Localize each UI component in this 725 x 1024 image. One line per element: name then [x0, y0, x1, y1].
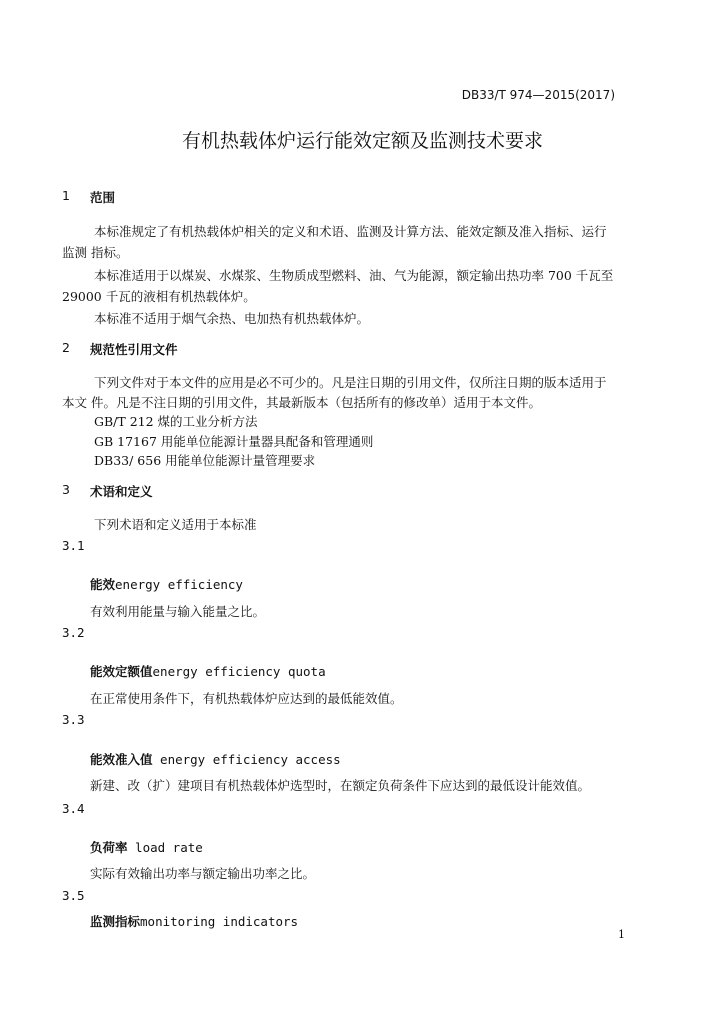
term-number: 3.2 [62, 625, 85, 640]
paragraph-line: 29000 千瓦的液相有机热载体炉。 [62, 289, 256, 304]
paragraph-line: 下列术语和定义适用于本标准 [94, 517, 257, 532]
term-name: 能效 [90, 577, 116, 592]
reference-item: DB33/ 656 用能单位能源计量管理要求 [94, 453, 316, 468]
term-number: 3.1 [62, 538, 85, 553]
term-name: 能效准入值 [90, 752, 153, 767]
term-english: energy efficiency quota [152, 664, 326, 679]
section-title: 术语和定义 [90, 484, 153, 499]
paragraph-line: 本文 件。凡是不注日期的引用文件，其最新版本（包括所有的修改单）适用于本文件。 [62, 395, 541, 410]
reference-item: GB 17167 用能单位能源计量器具配备和管理通则 [94, 434, 374, 449]
term-heading [90, 662, 326, 680]
section-title: 范围 [90, 190, 116, 205]
term-heading [90, 838, 203, 856]
term-english: energy efficiency [115, 577, 243, 592]
reference-item: GB/T 212 煤的工业分析方法 [94, 414, 258, 429]
section-number: 2 [62, 340, 70, 355]
term-heading [90, 575, 243, 593]
term-definition: 在正常使用条件下，有机热载体炉应达到的最低能效值。 [90, 691, 403, 706]
term-heading [90, 750, 341, 768]
document-title: 有机热载体炉运行能效定额及监测技术要求 [181, 130, 543, 152]
standard-number: DB33/T 974—2015(2017) [461, 88, 615, 102]
term-name: 能效定额值 [90, 664, 153, 679]
paragraph-line: 本标准规定了有机热载体炉相关的定义和术语、监测及计算方法、能效定额及准入指标、运行 [94, 224, 607, 239]
term-definition: 有效利用能量与输入能量之比。 [90, 604, 266, 619]
term-name: 负荷率 [90, 840, 128, 855]
page-number: 1 [618, 928, 625, 941]
term-definition: 实际有效输出功率与额定输出功率之比。 [90, 866, 316, 881]
term-number: 3.5 [62, 888, 85, 903]
term-number: 3.4 [62, 801, 85, 816]
term-english: load rate [127, 840, 203, 855]
term-number: 3.3 [62, 712, 85, 727]
term-heading [90, 912, 298, 930]
section-title: 规范性引用文件 [90, 342, 178, 357]
term-english: monitoring indicators [140, 914, 299, 929]
paragraph-line: 下列文件对于本文件的应用是必不可少的。凡是注日期的引用文件，仅所注日期的版本适用于 [94, 375, 607, 390]
section-number: 3 [62, 482, 70, 497]
section-number: 1 [62, 188, 70, 203]
paragraph-line: 监测 指标。 [62, 245, 129, 260]
term-name: 监测指标 [90, 914, 141, 929]
paragraph-line: 本标准不适用于烟气余热、电加热有机热载体炉。 [94, 311, 370, 326]
term-definition: 新建、改（扩）建项目有机热载体炉选型时，在额定负荷条件下应达到的最低设计能效值。 [90, 778, 591, 793]
paragraph-line: 本标准适用于以煤炭、水煤浆、生物质成型燃料、油、气为能源，额定输出热功率 700 千瓦至 [94, 268, 614, 283]
term-english: energy efficiency access [152, 752, 341, 767]
